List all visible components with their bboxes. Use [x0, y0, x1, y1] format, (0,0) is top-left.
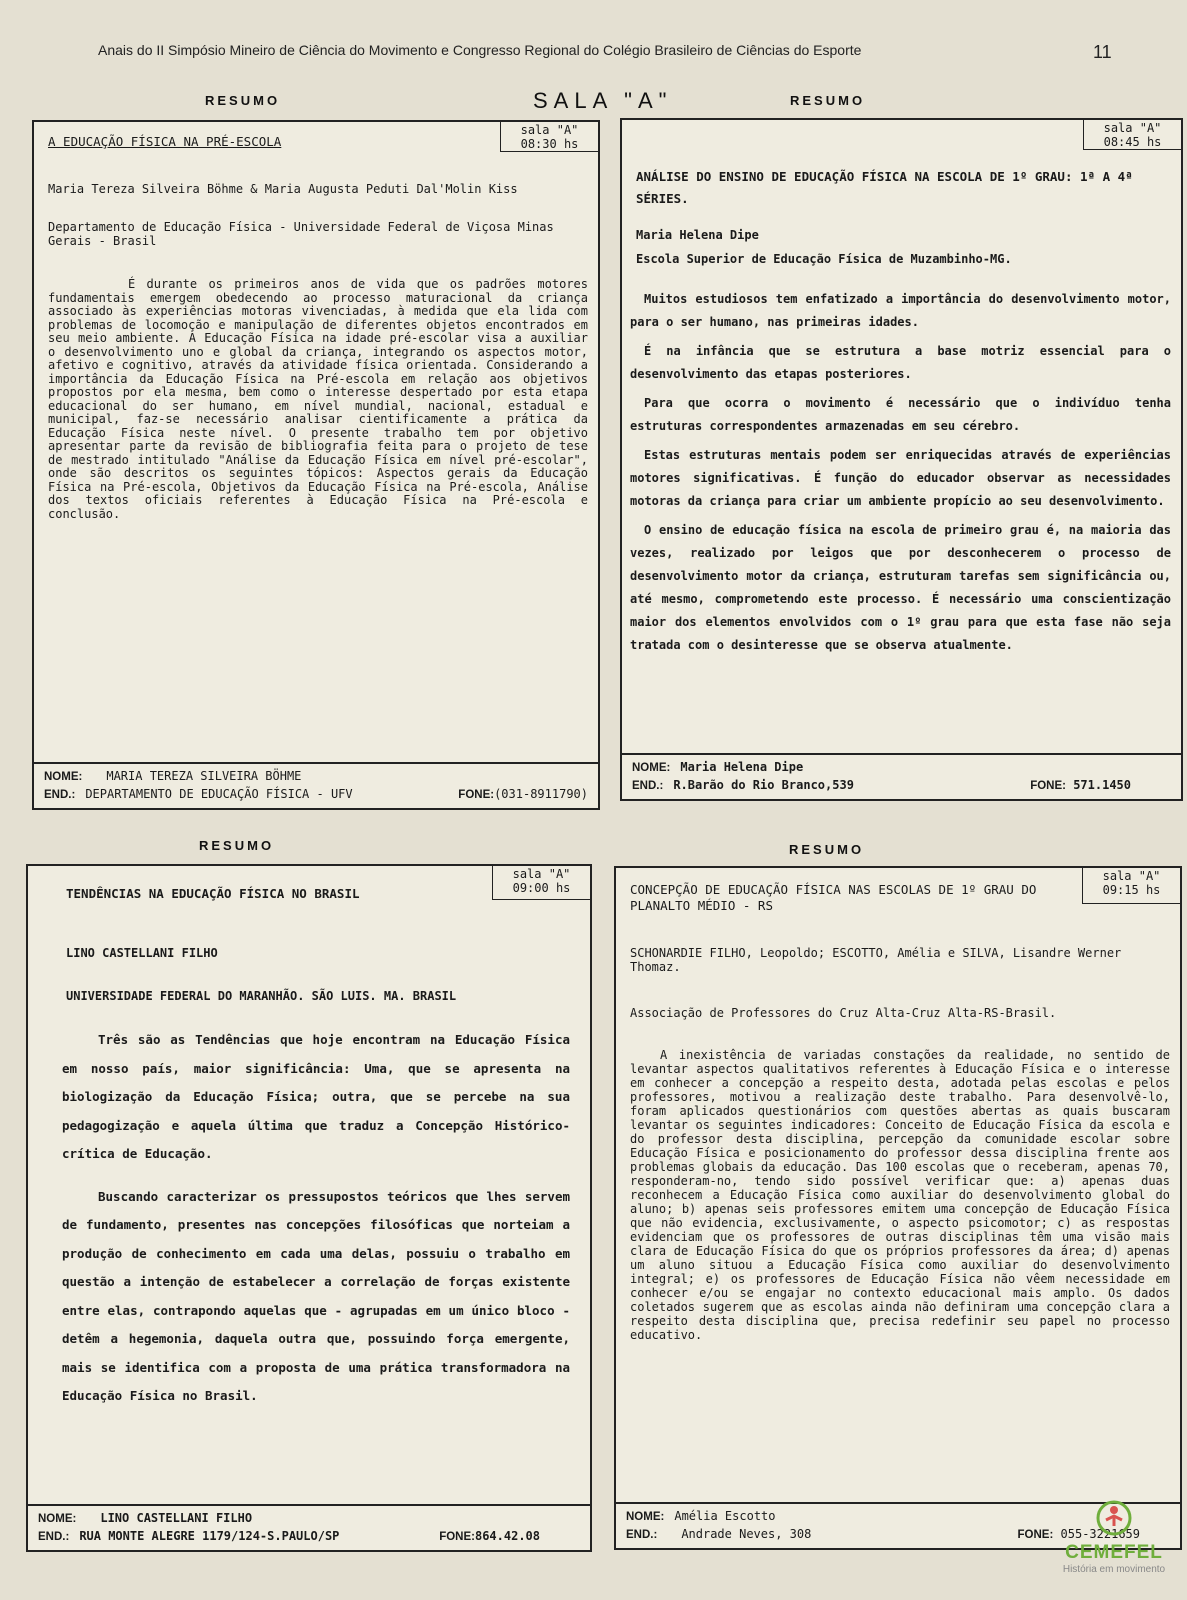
- session-tag: sala "A" 08:45 hs: [1083, 120, 1181, 150]
- author-address: DEPARTAMENTO DE EDUCAÇÃO FÍSICA - UFV: [85, 787, 353, 801]
- abstract-footer: NOME: MARIA TEREZA SILVEIRA BÖHME END.: DEPARTAMENTO DE EDUCAÇÃO FÍSICA - UFV FONE:(031-8911790): [34, 762, 598, 808]
- paragraph: Para que ocorra o movimento é necessário que o indivíduo tenha estruturas correspondentes armazenadas em seu cérebro.: [630, 396, 1171, 433]
- author-phone: 055-3221659: [1060, 1527, 1140, 1541]
- paragraph: O ensino de educação física na escola de primeiro grau é, na maioria das vezes, realizado por leigos que por desconhecerem o processo de desenvolvimento motor da criança, estruturam tarefas sem significância ou, até mesmo, comprometendo este processo. É necessário uma conscientização maior dos elementos envolvidos com o 1º grau para que esta fase não seja tratada com o desinteresse que se observa atualmente.: [630, 523, 1171, 652]
- abstract-body: [630, 288, 1171, 663]
- abstract-title: CONCEPÇÃO DE EDUCAÇÃO FÍSICA NAS ESCOLAS DE 1º GRAU DO PLANALTO MÉDIO - RS: [630, 882, 1037, 913]
- paragraph: A inexistência de variadas constações da realidade, no sentido de levantar aspectos qualitativos referentes à Educação Física e o interesse em conhecer a concepção a respeito desta, adotada pelas escolas e pelos professores, motivou a realização deste trabalho. Para desenvolvê-lo, foram aplicados questionários com questões abertas as quais buscaram levantar os seguintes indicadores: Conceito de Educação Física da escola e do professor desta disciplina, percepção da comunidade escolar sobre Educação Física e posicionamento do professor dessa disciplina frente aos problemas globais da educação. Das 100 escolas que o receberam, apenas 70, responderam-no, tendo sido possível verificar que: a) apenas duas reconhecem a Educação Física como auxiliar do desenvolvimento global do aluno; b) apenas seis professores emitem uma concepção de Educação Física que não evidencia, exclusivamente, o aspecto psicomotor; c) as respostas evidenciam que os professores de outras disciplinas têm uma visão mais clara de Educação Física do que os próprios professores da área; d) apenas um aluno situou a Educação Física como auxiliar do desenvolvimento integral; e) os professores de Educação Física não vêem necessidade em conhecer e/ou se engajar no contexto educacional mais amplo. Os dados coletados sugerem que as escolas ainda não definiram uma concepção clara a respeito desta disciplina que, precisa redefinir seu papel no processo educativo.: [630, 1048, 1170, 1342]
- abstract-body: [62, 1026, 570, 1411]
- abstract-affiliation: UNIVERSIDADE FEDERAL DO MARANHÃO. SÃO LUIS. MA. BRASIL: [66, 989, 457, 1003]
- author-name: Maria Helena Dipe: [680, 760, 804, 774]
- abstract-box: [26, 864, 592, 1552]
- resumo-label: RESUMO: [205, 93, 281, 108]
- abstract-box: [620, 118, 1183, 801]
- abstract-authors: LINO CASTELLANI FILHO: [66, 946, 218, 960]
- abstract-affiliation: Escola Superior de Educação Física de Muzambinho-MG.: [636, 252, 1012, 266]
- author-name: MARIA TEREZA SILVEIRA BÖHME: [106, 769, 302, 783]
- author-name: Amélia Escotto: [674, 1509, 776, 1523]
- abstract-body: [630, 1048, 1170, 1344]
- paragraph: Três são as Tendências que hoje encontram na Educação Física em nosso país, maior significância: Uma, que se apresenta na biologização da Educação Física; outra, que se percebe na sua pedagogização e aquela última que traduz a Concepção Histórico-crítica de Educação.: [62, 1032, 570, 1161]
- logo-name: CEMEFEL: [1065, 1542, 1163, 1563]
- abstract-body: [48, 278, 588, 523]
- resumo-label: RESUMO: [790, 93, 866, 108]
- abstract-title: TENDÊNCIAS NA EDUCAÇÃO FÍSICA NO BRASIL: [66, 886, 360, 901]
- session-tag: sala "A" 08:30 hs: [500, 122, 598, 152]
- session-tag: sala "A" 09:00 hs: [492, 866, 590, 900]
- author-phone: 864.42.08: [474, 1529, 540, 1543]
- logo-tagline: História em movimento: [1062, 1564, 1166, 1575]
- author-name: LINO CASTELLANI FILHO: [100, 1511, 253, 1525]
- abstract-footer: NOME: LINO CASTELLANI FILHO END.: RUA MONTE ALEGRE 1179/124-S.PAULO/SP FONE:864.42.08: [28, 1504, 590, 1550]
- paragraph: É durante os primeiros anos de vida que os padrões motores fundamentais emergem obedecendo ao processo maturacional da criança associado às experiências motoras vivenciadas, à medida que ela lida com problemas de locomoção e manipulação de diferentes objetos encontrados em seu meio ambiente. A Educação Física na idade pré-escolar visa a auxiliar o desenvolvimento uno e global da criança, integrando os aspectos motor, afetivo e cognitivo, através da atividade física orientada. Considerando a importância da Educação Física na Pré-escola em relação aos objetivos propostos por ela mesma, bem como o interesse despertado por esta etapa educacional do ser humano, em nível mundial, nacional, estadual e municipal, faz-se necessário analisar cientificamente a prática da Educação Física neste nível. O presente trabalho tem por objetivo apresentar parte da revisão de bibliografia feita para o projeto de tese de mestrado intitulado "Análise da Educação Física em nível pré-escolar", onde são descritos os seguintes tópicos: Aspectos gerais da Educação Física na Pré-escola, Objetivos da Educação Física na Pré-escola, Análise dos textos oficiais referentes à Educação Física na Pré-escola e conclusão.: [48, 277, 588, 521]
- abstract-affiliation: Departamento de Educação Física - Universidade Federal de Viçosa Minas Gerais - Brasil: [48, 220, 554, 248]
- running-header: Anais do II Simpósio Mineiro de Ciência do Movimento e Congresso Regional do Colégio Brasileiro de Ciências do Esporte: [98, 42, 862, 58]
- resumo-label: RESUMO: [789, 842, 865, 857]
- paragraph: É na infância que se estrutura a base motriz essencial para o desenvolvimento das etapas posteriores.: [630, 344, 1171, 381]
- abstract-authors: Maria Tereza Silveira Böhme & Maria Augusta Peduti Dal'Molin Kiss: [48, 182, 518, 196]
- resumo-label: RESUMO: [199, 838, 275, 853]
- abstract-footer: NOME: Maria Helena Dipe END.: R.Barão do Rio Branco,539 FONE: 571.1450: [622, 753, 1181, 799]
- cemefel-logo: [1054, 1498, 1174, 1598]
- paragraph: Estas estruturas mentais podem ser enriquecidas através de experiências motores significativas. É função do educador observar as necessidades motoras da criança para criar um ambiente propício ao seu desenvolvimento.: [630, 448, 1171, 508]
- sala-heading: SALA "A": [533, 88, 673, 113]
- abstract-title: A EDUCAÇÃO FÍSICA NA PRÉ-ESCOLA: [48, 134, 282, 149]
- abstract-affiliation: Associação de Professores do Cruz Alta-Cruz Alta-RS-Brasil.: [630, 1006, 1057, 1020]
- abstract-authors: SCHONARDIE FILHO, Leopoldo; ESCOTTO, Amélia e SILVA, Lisandre Werner Thomaz.: [630, 946, 1122, 974]
- abstract-authors: Maria Helena Dipe: [636, 228, 759, 242]
- abstract-title: ANÁLISE DO ENSINO DE EDUCAÇÃO FÍSICA NA ESCOLA DE 1º GRAU: 1ª A 4ª SÉRIES.: [636, 169, 1133, 206]
- page-number: 11: [1093, 42, 1112, 62]
- abstract-box: [614, 866, 1182, 1550]
- author-address: RUA MONTE ALEGRE 1179/124-S.PAULO/SP: [79, 1529, 340, 1543]
- author-phone: 571.1450: [1073, 778, 1131, 792]
- abstract-box: [32, 120, 600, 810]
- logo-figure-icon: [1094, 1498, 1134, 1538]
- author-address: Andrade Neves, 308: [681, 1527, 812, 1541]
- paragraph: Buscando caracterizar os pressupostos teóricos que lhes servem de fundamento, presentes nas concepções filosóficas que norteiam a produção de conhecimento em cada uma delas, possuiu o trabalho em questão a intenção de estabelecer a correlação de forças existente entre elas, contrapondo aquelas que - agrupadas em um único bloco - detêm a hegemonia, daquela outra que, possuindo força emergente, mais se identifica com a proposta de uma prática transformadora na Educação Física no Brasil.: [62, 1188, 570, 1403]
- author-phone: (031-8911790): [494, 787, 588, 801]
- author-address: R.Barão do Rio Branco,539: [673, 778, 854, 792]
- abstract-footer: NOME: Amélia Escotto END.: Andrade Neves, 308 FONE: 055-3221659: [616, 1502, 1180, 1548]
- paragraph: Muitos estudiosos tem enfatizado a importância do desenvolvimento motor, para o ser humano, nas primeiras idades.: [630, 292, 1171, 329]
- session-tag: sala "A" 09:15 hs: [1082, 868, 1180, 904]
